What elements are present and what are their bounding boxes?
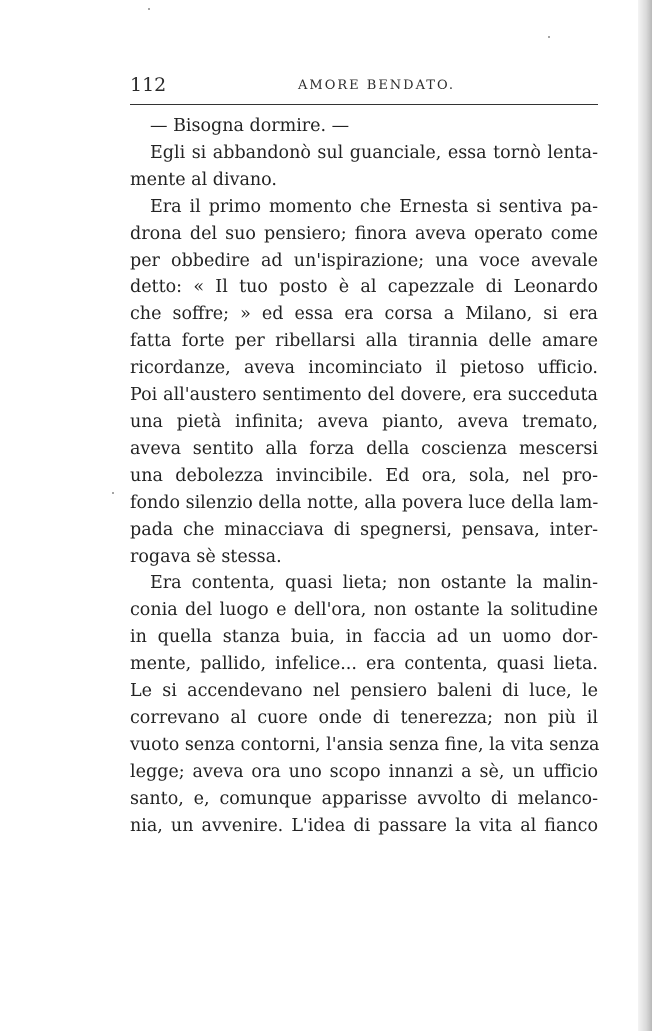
text-line: Era contenta, quasi lieta; non ostante la malin-: [150, 573, 598, 594]
text-line: fondo silenzio della notte, alla povera luce della lam-: [130, 492, 599, 513]
page-number: 112: [130, 74, 167, 96]
scan-page-edge: [638, 0, 652, 1031]
text-line: santo, e, comunque apparisse avvolto di melanco-: [130, 788, 598, 809]
text-line: legge; aveva ora uno scopo innanzi a sè, un ufficio: [130, 761, 598, 782]
text-line: nia, un avvenire. L'idea di passare la vita al fianco: [130, 815, 598, 836]
text-line: conia del luogo e dell'ora, non ostante la solitudine: [130, 600, 598, 621]
text-line: rogava sè stessa.: [130, 546, 282, 567]
text-line: vuoto senza contorni, l'ansia senza fine, la vita senza: [130, 734, 600, 755]
text-line: ricordanze, aveva incominciato il pietoso ufficio.: [130, 358, 598, 379]
body-text: [130, 113, 598, 839]
text-line: che soffre; » ed essa era corsa a Milano, si era: [130, 304, 598, 325]
text-line: aveva sentito alla forza della coscienza mescersi: [130, 438, 598, 459]
text-line: Era il primo momento che Ernesta si sentiva pa-: [150, 196, 598, 217]
text-line: Egli si abbandonò sul guanciale, essa tornò lenta-: [150, 142, 598, 163]
ink-speck: [148, 8, 150, 10]
text-line: mente, pallido, infelice... era contenta, quasi lieta.: [130, 654, 598, 675]
text-line: in quella stanza buia, in faccia ad un uomo dor-: [130, 627, 598, 648]
text-line: correvano al cuore onde di tenerezza; non più il: [130, 707, 598, 728]
text-line: una pietà infinita; aveva pianto, aveva tremato,: [130, 411, 598, 432]
text-line: mente al divano.: [130, 169, 277, 190]
text-line: Le si accendevano nel pensiero baleni di luce, le: [130, 681, 598, 702]
text-line: drona del suo pensiero; finora aveva operato come: [130, 223, 598, 244]
text-line: fatta forte per ribellarsi alla tirannia delle amare: [130, 331, 598, 352]
running-title: AMORE BENDATO.: [298, 78, 455, 93]
text-line: pada che minacciava di spegnersi, pensava, inter-: [130, 519, 598, 540]
ink-speck: [112, 492, 114, 494]
text-line: — Bisogna dormire. —: [150, 116, 350, 136]
page-header: [130, 70, 598, 106]
header-rule: [130, 104, 598, 105]
ink-speck: [548, 36, 550, 38]
text-line: per obbedire ad un'ispirazione; una voce avevale: [130, 250, 598, 271]
text-line: una debolezza invincibile. Ed ora, sola, nel pro-: [130, 465, 598, 486]
text-line: Poi all'austero sentimento del dovere, era succeduta: [130, 385, 598, 406]
text-line: detto: « Il tuo posto è al capezzale di Leonardo: [130, 277, 598, 298]
